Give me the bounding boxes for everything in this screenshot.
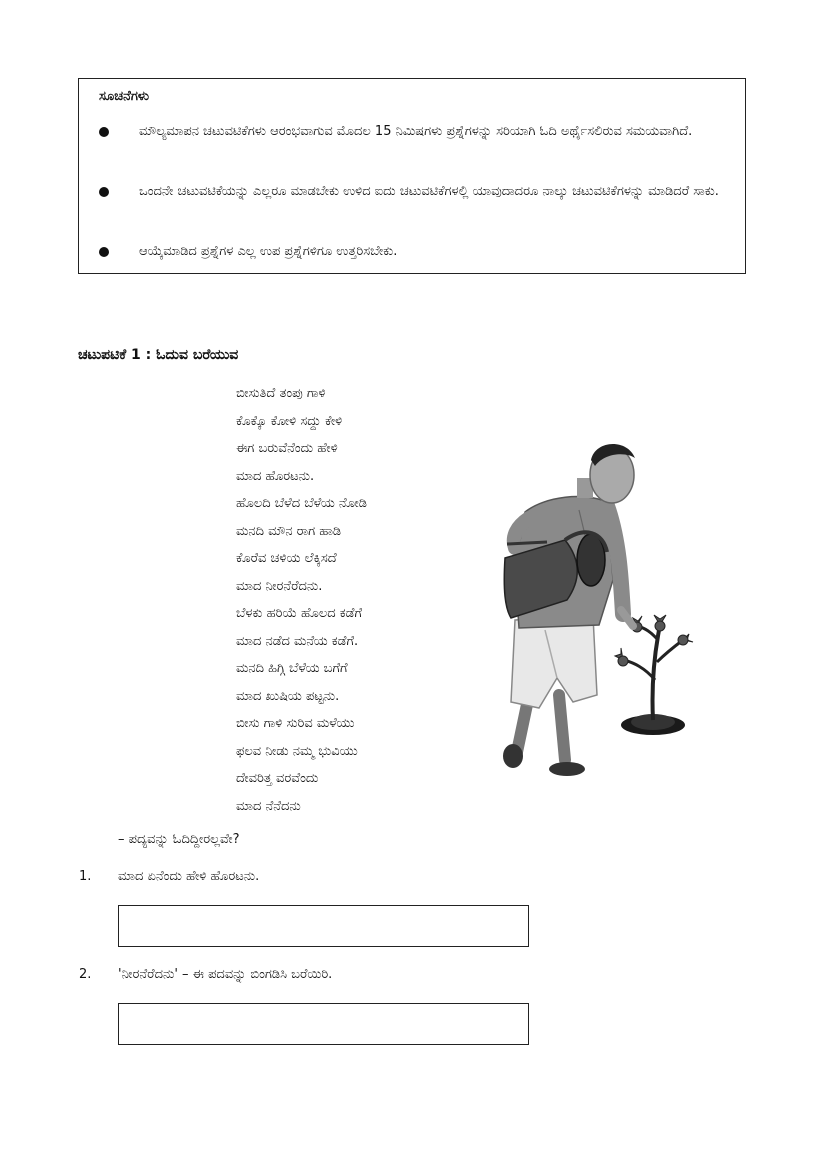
poem-line: ದೇವರಿತ್ತ ವರವೆಂದು [236,771,319,786]
poem-line: ಮಾದ ನೀರನೆರೆದನು. [236,578,323,594]
instructions-box [78,78,746,274]
question-number: 1. [79,869,92,884]
poem-line: ಮಾದ ಹೊರಟನು. [236,468,315,484]
poem-line: ಮಾದ ನಡೆದ ಮನೆಯ ಕಡೆಗೆ. [236,633,359,649]
instruction-text: ಆಯ್ಕೆಮಾಡಿದ ಪ್ರಶ್ನೆಗಳ ಎಲ್ಲ ಉಪ ಪ್ರಶ್ನೆಗಳಿಗೂ ಉತ್ತರಿಸಬೇಕು. [139,244,398,259]
poem-line: ಮನದಿ ಮೌನ ರಾಗ ಹಾಡಿ [236,523,342,539]
answer-box[interactable] [118,905,529,947]
question-text: ಮಾದ ಏನೆಂದು ಹೇಳಿ ಹೊರಟನು. [118,869,260,884]
question-number: 2. [79,967,92,982]
poem-line: ಬೀಸುತಿದೆ ತಂಪು ಗಾಳಿ [236,386,326,401]
reading-prompt: – ಪದ್ಯವನ್ನು ಓದಿದ್ದೀರಲ್ಲವೇ? [118,832,240,847]
instructions-title: ಸೂಚನೆಗಳು [99,89,150,104]
bullet-icon [99,187,109,197]
answer-box[interactable] [118,1003,529,1045]
poem-line: ಬೆಳಕು ಹರಿಯೆ ಹೊಲದ ಕಡೆಗೆ [236,606,363,621]
poem-line: ಕೊರೆವ ಚಳಿಯ ಲೆಕ್ಕಿಸದೆ [236,551,337,566]
plant-icon [615,615,693,735]
poem-line: ಮಾದ ನೆನೆದನು [236,798,301,814]
poem-line: ಬೀಸು ಗಾಳಿ ಸುರಿವ ಮಳೆಯು [236,716,355,731]
poem-line: ಹೊಲದಿ ಬೆಳೆದ ಬೆಳೆಯ ನೋಡಿ [236,496,367,511]
instruction-text: ಒಂದನೇ ಚಟುವಟಿಕೆಯನ್ನು ಎಲ್ಲರೂ ಮಾಡಬೇಕು ಉಳಿದ ಐದು ಚಟುವಟಿಕೆಗಳಲ್ಲಿ ಯಾವುದಾದರೂ ನಾಲ್ಕು ಚಟುವಟಿಕೆಗಳನ್ನು ಮಾಡಿದರೆ ಸಾಕು. [139,184,719,199]
poem-line: ಮಾದ ಖುಷಿಯ ಪಟ್ಟನು. [236,688,340,704]
farmer-watering-plant-icon [495,440,705,785]
activity-title: ಚಟುಪಟಿಕೆ 1 : ಓದುವ ಬರೆಯುವ [78,347,239,363]
poem-line: ಈಗ ಬರುವೆನೆಂದು ಹೇಳಿ [236,441,338,456]
bullet-icon [99,247,109,257]
poem [236,380,367,820]
instruction-text: ಮೌಲ್ಯಮಾಪನ ಚಟುವಟಿಕೆಗಳು ಆರಂಭವಾಗುವ ಮೊದಲ 15 ನಿಮಿಷಗಳು ಪ್ರಶ್ನೆಗಳನ್ನು ಸರಿಯಾಗಿ ಓದಿ ಅರ್ಥೈಸಲಿರುವ ಸಮಯವಾಗಿದೆ. [139,124,693,139]
poem-line: ಕೊಕ್ಕೊ ಕೋಳಿ ಸದ್ದು ಕೇಳಿ [236,413,343,429]
question-text: 'ನೀರನೆರೆದನು' – ಈ ಪದವನ್ನು ಬಿಂಗಡಿಸಿ ಬರೆಯಿರಿ. [118,967,333,982]
bullet-icon [99,127,109,137]
poem-line: ಮನದಿ ಹಿಗ್ಗಿ ಬೆಳೆಯ ಬಗೆಗೆ [236,661,348,676]
farmer-icon [503,444,635,776]
poem-line: ಫಲವ ನೀಡು ನಮ್ಮ ಭುವಿಯು [236,743,358,759]
